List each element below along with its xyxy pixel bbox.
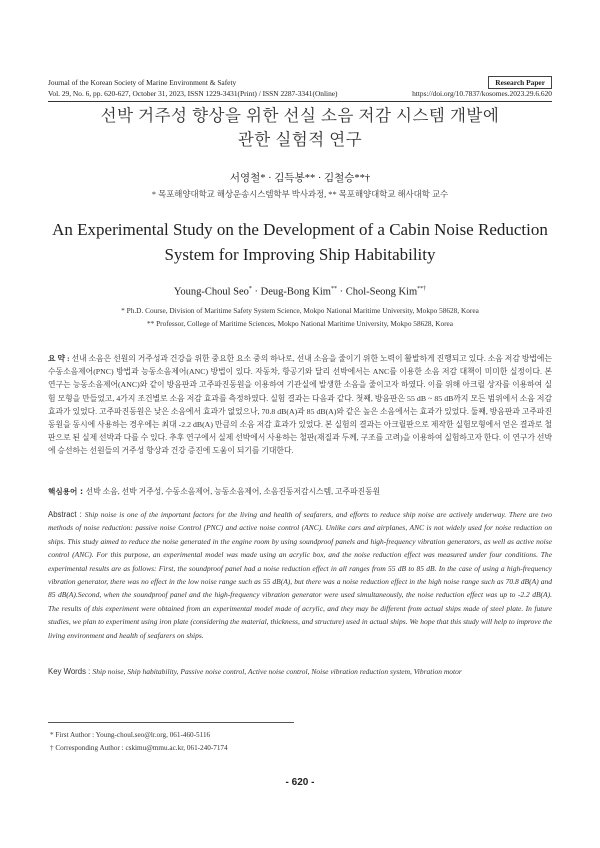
page-number: - 620 -	[285, 777, 315, 788]
english-authors	[0, 286, 600, 298]
author-1: Young-Choul Seo	[173, 286, 249, 298]
korean-title	[40, 104, 560, 152]
english-title-line-1: An Experimental Study on the Development of a Cabin Noise Reduction	[52, 220, 548, 239]
author-3: Chol-Seong Kim	[345, 286, 418, 298]
korean-keywords-label: 핵심용어 :	[48, 487, 86, 496]
english-affiliation-2: ** Professor, College of Maritime Sciences, Mokpo National Maritime University, Mokpo 58628, Korea	[146, 319, 454, 328]
english-affiliation-1: * Ph.D. Course, Division of Maritime Safety System Science, Mokpo National Maritime University, Mokpo 58628, Korea	[121, 306, 479, 315]
korean-authors: 서영철* · 김득봉** · 김철승**†	[229, 173, 371, 184]
author-3-mark: **†	[417, 286, 427, 292]
korean-title-line-2: 관한 실험적 연구	[237, 130, 363, 149]
footnote-rule	[48, 722, 294, 723]
author-separator: ·	[336, 286, 346, 298]
korean-keywords-text: 선박 소음, 선박 거주성, 수동소음제어, 능동소음제어, 소음진동저감시스템, 고주파진동원	[85, 487, 381, 496]
english-abstract-text: Ship noise is one of the important factors for the living and health of seafarers, and efforts to reduce ship noise are actively underway. There are two methods of noise reduction: passive noise Control (PNC) and active noise control (ANC). Unlike cars and airplanes, ANC is not widely used for noise reduction on ships. This study aimed to reduce the noise generated in the engine room by using soundproof panels and high-frequency vibration generators, as well as active noise control (ANC). For this purpose, an experimental model was made using an acrylic box, and the noise reduction effect was measured under four conditions. The experimental results are as follows: First, the soundproof panel had a noise reduction effect in all ranges from 55 dB to 85 dB. In the case of using a high-frequency vibration generator, there was no effect in the low noise range such as 55 dB(A), but there was a noise reduction effect in the high noise range such as 70.8 dB(A) and 85 dB(A).Second, when the soundproof panel and the high-frequency vibration generator were used simultaneously, the noise reduction effect was up to -2.2 dB(A). The results of this experiment were obtained from an experimental model made of acrylic, and they may be different from actual ships made of steel plate. In future studies, we plan to experiment using iron plate (considering the material, thickness, and structure) used in actual ships. We hope that this study will help to improve the living environment and health of seafarers on ships.	[48, 510, 552, 640]
english-title-line-2: System for Improving Ship Habitability	[164, 245, 436, 264]
korean-abstract-text: 선내 소음은 선원의 거주성과 건강을 위한 중요한 요소 중의 하나로, 선내 소음을 줄이기 위한 노력이 활발하게 진행되고 있다. 소음 저감 방법에는 수동소음제어(PNC) 방법과 능동소음제어(ANC) 방법이 있다. 자동차, 항공기와 달리 선박에서는 ANC를 이용한 소음 저감 대책이 미미한 실정이다. 본 연구는 능동소음제어(ANC)와 같이 방음판과 고주파진동원을 이용하여 기관실에 발생한 소음을 줄이고자 하였다. 이를 위해 아크릴 상자를 이용하여 실험 모형을 만들었고, 4가지 조건별로 소음 저감 효과를 측정하였다. 실험 결과는 다음과 같다. 첫째, 방음판은 55 dB ~ 85 dB까지 모든 범위에서 소음 저감 효과가 있었다. 고주파진동원은 낮은 소음에서 효과가 없었으나, 70.8 dB(A)과 85 dB(A)와 같은 높은 소음에서는 효과가 있었다. 둘째, 방음판과 고주파진동원을 동시에 사용하는 경우에는 최대 -2.2 dB(A) 만큼의 소음 저감 효과가 있었다. 본 실험의 결과는 아크릴판으로 제작한 실험모형에서 얻은 결과로 철판으로 된 실제 선박과 다를 수 있다. 추후 연구에서 실제 선박에서 사용하는 철판(재질과 두께, 구조를 고려)을 이용하여 실험하고자 한다. 이 연구가 선박에 승선하는 선원들의 거주성 향상과 건강 증진에 도움이 되기를 기대한다.	[48, 354, 552, 456]
author-1-mark: *	[248, 286, 252, 292]
korean-abstract-label: 요 약 :	[48, 354, 72, 363]
english-title	[30, 217, 570, 267]
korean-abstract	[48, 352, 552, 458]
author-2: Deug-Bong Kim	[260, 286, 331, 298]
english-abstract	[48, 508, 552, 642]
author-2-mark: **	[330, 286, 337, 292]
first-author-footnote: * First Author : Young-choul.seo@lr.org, 061-460-5116	[50, 731, 211, 739]
research-paper-badge: Research Paper	[488, 76, 552, 89]
volume-info: Vol. 29, No. 6, pp. 620-627, October 31, 2023, ISSN 1229-3431(Print) / ISSN 2287-3341(Online)	[48, 89, 338, 98]
korean-keywords	[48, 486, 552, 497]
corresponding-author-footnote: † Corresponding Author : cskimu@mmu.ac.kr, 061-240-7174	[50, 744, 228, 752]
author-separator: ·	[251, 286, 261, 298]
english-keywords-text: Ship noise, Ship habitability, Passive noise control, Active noise control, Noise vibration reduction system, Vibration motor	[92, 667, 462, 676]
doi-link[interactable]: https://doi.org/10.7837/kosomes.2023.29.6.620	[412, 89, 552, 98]
header-rule	[48, 101, 552, 102]
english-abstract-label: Abstract :	[48, 510, 85, 519]
english-keywords	[48, 667, 552, 676]
korean-affiliation: * 목포해양대학교 해상운송시스템학부 박사과정, ** 목포해양대학교 해사대학 교수	[151, 190, 449, 199]
journal-name: Journal of the Korean Society of Marine Environment & Safety	[48, 78, 237, 87]
korean-title-line-1: 선박 거주성 향상을 위한 선실 소음 저감 시스템 개발에	[100, 106, 500, 125]
english-keywords-label: Key Words :	[48, 667, 93, 676]
